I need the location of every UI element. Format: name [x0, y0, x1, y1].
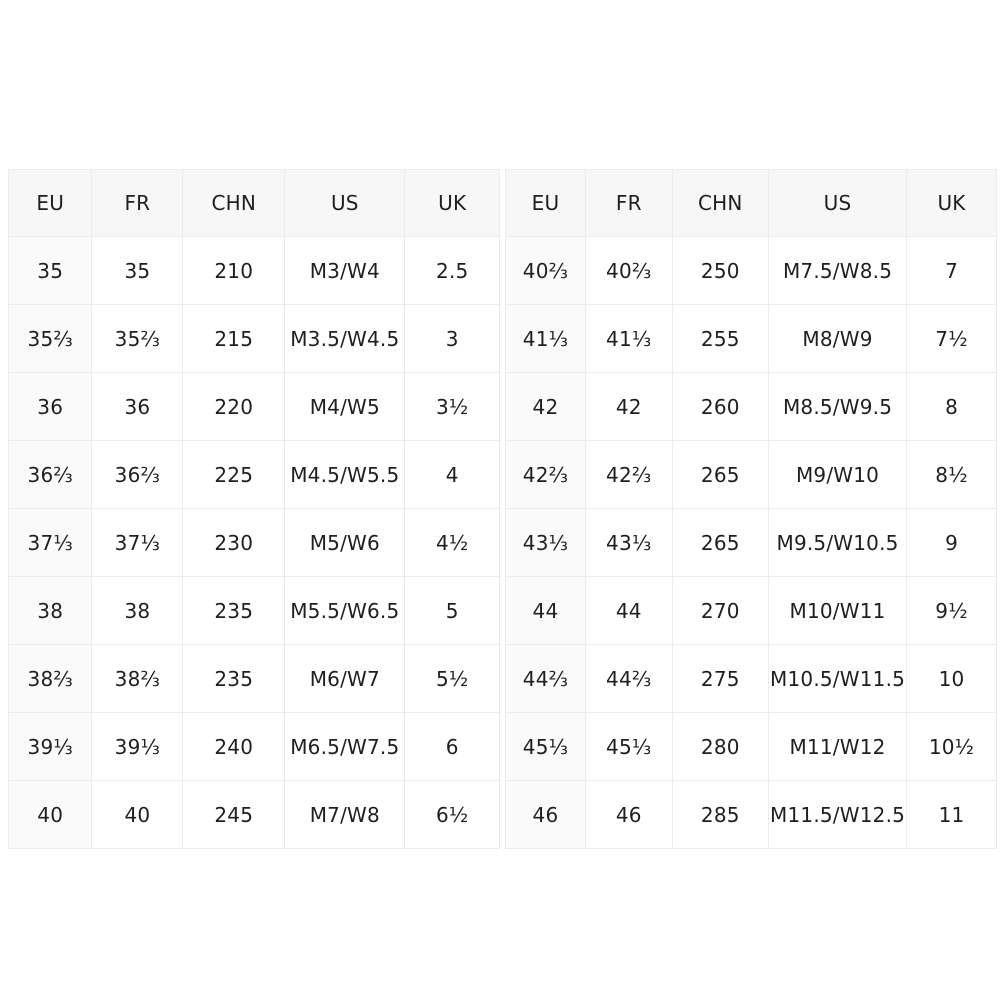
table-cell: 8	[907, 373, 997, 441]
column-header-fr: FR	[585, 170, 672, 237]
table-cell: 250	[672, 237, 768, 305]
table-cell: 3	[405, 305, 500, 373]
table-cell: M6.5/W7.5	[285, 713, 405, 781]
table-cell: 280	[672, 713, 768, 781]
column-header-eu: EU	[506, 170, 586, 237]
table-cell: M7/W8	[285, 781, 405, 849]
size-table-left	[8, 169, 500, 849]
table-cell: 40	[9, 781, 92, 849]
table-cell: 4½	[405, 509, 500, 577]
table-cell: 40⅔	[585, 237, 672, 305]
table-cell: M10/W11	[769, 577, 907, 645]
table-row	[506, 441, 997, 509]
table-cell: 35	[92, 237, 183, 305]
table-cell: 37⅓	[92, 509, 183, 577]
table-cell: M7.5/W8.5	[769, 237, 907, 305]
table-cell: 36	[9, 373, 92, 441]
table-cell: 36⅔	[9, 441, 92, 509]
column-header-us: US	[285, 170, 405, 237]
table-cell: 2.5	[405, 237, 500, 305]
table-cell: M9/W10	[769, 441, 907, 509]
table-cell: 215	[183, 305, 285, 373]
column-header-eu: EU	[9, 170, 92, 237]
table-cell: M8.5/W9.5	[769, 373, 907, 441]
table-row	[9, 373, 500, 441]
table-cell: 44⅔	[506, 645, 586, 713]
table-body	[9, 237, 500, 849]
column-header-chn: CHN	[183, 170, 285, 237]
table-cell: M9.5/W10.5	[769, 509, 907, 577]
table-cell: 42	[585, 373, 672, 441]
table-cell: 42⅔	[585, 441, 672, 509]
table-row	[9, 509, 500, 577]
table-cell: 36⅔	[92, 441, 183, 509]
table-cell: 41⅓	[585, 305, 672, 373]
table-cell: M3/W4	[285, 237, 405, 305]
table-cell: 3½	[405, 373, 500, 441]
table-cell: 44⅔	[585, 645, 672, 713]
table-cell: 6½	[405, 781, 500, 849]
table-row	[9, 781, 500, 849]
table-cell: 7	[907, 237, 997, 305]
table-cell: 245	[183, 781, 285, 849]
table-cell: 230	[183, 509, 285, 577]
table-cell: 8½	[907, 441, 997, 509]
table-row	[506, 237, 997, 305]
table-cell: 5½	[405, 645, 500, 713]
table-cell: 10½	[907, 713, 997, 781]
column-header-us: US	[769, 170, 907, 237]
table-row	[9, 713, 500, 781]
table-cell: 43⅓	[585, 509, 672, 577]
table-cell: M8/W9	[769, 305, 907, 373]
column-header-chn: CHN	[672, 170, 768, 237]
table-cell: 38	[9, 577, 92, 645]
table-cell: 43⅓	[506, 509, 586, 577]
table-row	[9, 305, 500, 373]
table-cell: 44	[506, 577, 586, 645]
column-header-uk: UK	[405, 170, 500, 237]
table-cell: 42	[506, 373, 586, 441]
table-cell: 270	[672, 577, 768, 645]
table-cell: 7½	[907, 305, 997, 373]
table-cell: 38	[92, 577, 183, 645]
table-row	[9, 237, 500, 305]
table-cell: 220	[183, 373, 285, 441]
table-header-row	[506, 170, 997, 237]
table-cell: 9	[907, 509, 997, 577]
table-cell: 39⅓	[92, 713, 183, 781]
table-header-row	[9, 170, 500, 237]
table-cell: 210	[183, 237, 285, 305]
table-cell: M6/W7	[285, 645, 405, 713]
table-cell: 45⅓	[585, 713, 672, 781]
table-cell: 285	[672, 781, 768, 849]
table-cell: 38⅔	[92, 645, 183, 713]
column-header-fr: FR	[92, 170, 183, 237]
table-cell: 235	[183, 645, 285, 713]
table-cell: 40	[92, 781, 183, 849]
table-cell: M11/W12	[769, 713, 907, 781]
table-row	[9, 577, 500, 645]
table-cell: 46	[506, 781, 586, 849]
table-cell: 6	[405, 713, 500, 781]
table-cell: 40⅔	[506, 237, 586, 305]
table-cell: M5/W6	[285, 509, 405, 577]
table-cell: 36	[92, 373, 183, 441]
table-cell: 35	[9, 237, 92, 305]
table-cell: 4	[405, 441, 500, 509]
table-row	[506, 577, 997, 645]
table-row	[506, 305, 997, 373]
table-row	[506, 781, 997, 849]
table-cell: 46	[585, 781, 672, 849]
table-cell: 240	[183, 713, 285, 781]
table-cell: 225	[183, 441, 285, 509]
table-cell: 11	[907, 781, 997, 849]
table-cell: 35⅔	[9, 305, 92, 373]
table-cell: 42⅔	[506, 441, 586, 509]
table-cell: 41⅓	[506, 305, 586, 373]
table-cell: 37⅓	[9, 509, 92, 577]
table-cell: 45⅓	[506, 713, 586, 781]
table-cell: 275	[672, 645, 768, 713]
table-cell: M10.5/W11.5	[769, 645, 907, 713]
table-cell: 5	[405, 577, 500, 645]
table-cell: 265	[672, 509, 768, 577]
table-row	[9, 441, 500, 509]
table-cell: 35⅔	[92, 305, 183, 373]
table-cell: M4.5/W5.5	[285, 441, 405, 509]
table-row	[506, 645, 997, 713]
table-cell: 235	[183, 577, 285, 645]
table-cell: M4/W5	[285, 373, 405, 441]
column-header-uk: UK	[907, 170, 997, 237]
table-cell: M3.5/W4.5	[285, 305, 405, 373]
table-cell: M11.5/W12.5	[769, 781, 907, 849]
table-cell: 38⅔	[9, 645, 92, 713]
table-cell: 255	[672, 305, 768, 373]
table-row	[506, 373, 997, 441]
size-table-right	[505, 169, 997, 849]
table-cell: 44	[585, 577, 672, 645]
table-body	[506, 237, 997, 849]
table-cell: 9½	[907, 577, 997, 645]
table-cell: 265	[672, 441, 768, 509]
table-cell: 260	[672, 373, 768, 441]
table-cell: M5.5/W6.5	[285, 577, 405, 645]
table-row	[506, 509, 997, 577]
table-row	[9, 645, 500, 713]
table-cell: 39⅓	[9, 713, 92, 781]
table-row	[506, 713, 997, 781]
table-cell: 10	[907, 645, 997, 713]
